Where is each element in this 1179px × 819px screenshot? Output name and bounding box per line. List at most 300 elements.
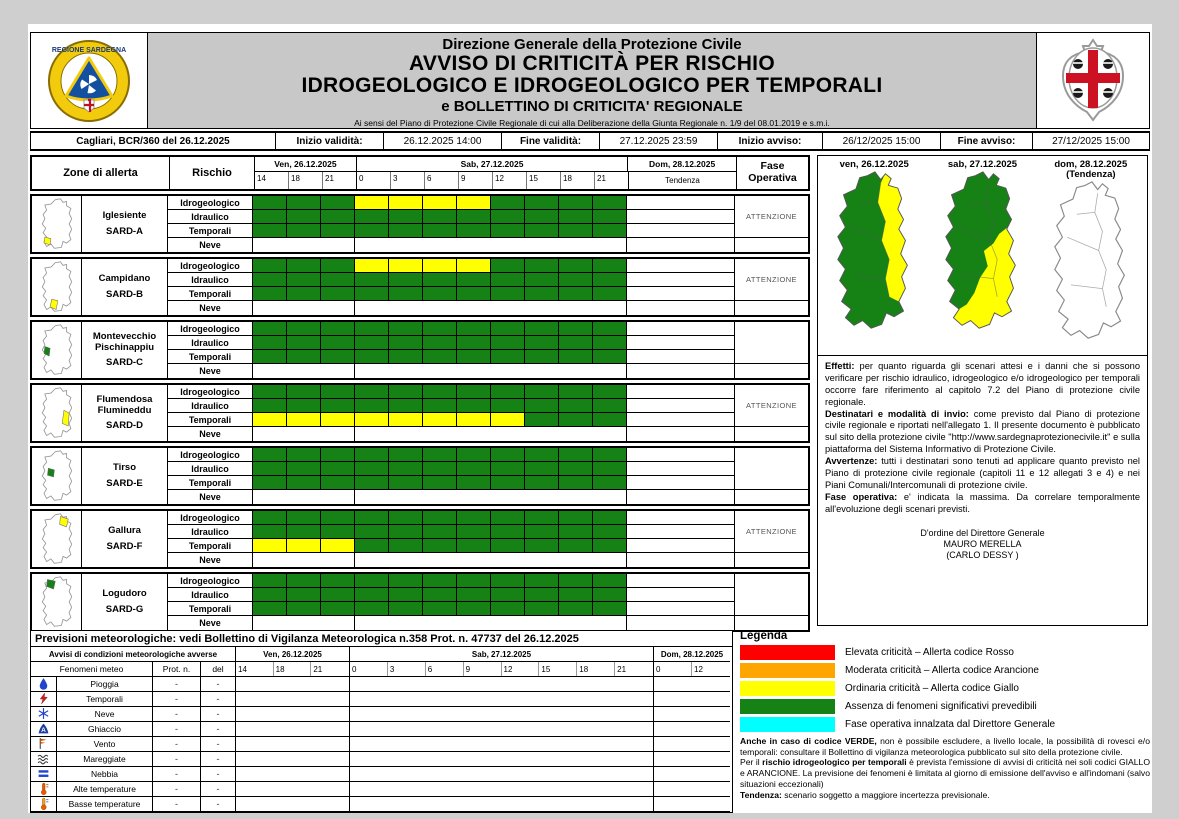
neve-sab-cell [355, 238, 627, 252]
legend-item-label: Ordinaria criticità – Allerta codice Giallo [845, 683, 1019, 694]
meteo-timeline-ven [236, 767, 350, 782]
regional-maps [818, 156, 1147, 356]
risk-hour-cell [457, 287, 491, 301]
del-value: - [201, 737, 236, 752]
legend-item-label: Moderata criticità – Allerta codice Arancione [845, 665, 1039, 676]
map-label-tendenza: (Tendenza) [1066, 168, 1116, 180]
risk-hour-cell [287, 448, 321, 462]
phenomenon-icon-cell [31, 782, 57, 797]
legend-title: Legenda [740, 630, 788, 642]
zone-minimap [32, 511, 82, 567]
risk-hour-cell [559, 322, 593, 336]
tendenza-cell [627, 350, 735, 364]
tendenza-cell [627, 476, 735, 490]
risk-hour-cell [355, 448, 389, 462]
risk-hour-cell [491, 413, 525, 427]
risk-hour-cell [593, 273, 627, 287]
legend-color-swatch [740, 681, 835, 696]
zone-code: SARD-F [106, 540, 143, 552]
sardinia-coat-of-arms [1036, 32, 1150, 129]
inizio-validita-value: 26.12.2025 14:00 [384, 133, 502, 149]
fine-avviso-label: Fine avviso: [941, 133, 1033, 149]
fase-neve-cell [735, 616, 808, 630]
del-value: - [201, 722, 236, 737]
risk-hour-cell [287, 224, 321, 238]
risk-hour-cell [253, 385, 287, 399]
map-label-ven: ven, 26.12.2025 [839, 159, 909, 170]
risk-hour-cell [253, 574, 287, 588]
risk-hour-cell [423, 539, 457, 553]
risk-hour-cell [491, 259, 525, 273]
risk-label-idraulico: Idraulico [168, 273, 253, 287]
risk-hour-cell [457, 525, 491, 539]
risk-hour-cell [287, 413, 321, 427]
phenomenon-label: Alte temperature [57, 782, 153, 797]
meteo-hours-hours_dom [654, 662, 730, 677]
risk-hour-cell [253, 448, 287, 462]
risk-hour-cell [389, 399, 423, 413]
map-ven [820, 160, 928, 355]
legend-item-label: Fase operativa innalzata dal Direttore Generale [845, 719, 1056, 730]
tendenza-cell [627, 210, 735, 224]
sea-storm-icon [37, 752, 50, 767]
hour-label: 18 [577, 662, 615, 676]
risk-hour-cell [525, 525, 559, 539]
risk-hour-cell [287, 462, 321, 476]
risk-hour-cell [321, 602, 355, 616]
zone-code: SARD-C [106, 356, 143, 368]
risk-hour-cell [593, 210, 627, 224]
title-block [148, 32, 1036, 129]
tendenza-cell [627, 462, 735, 476]
risk-hour-cell [389, 602, 423, 616]
svg-text:A: A [41, 726, 46, 734]
risk-hour-cell [321, 273, 355, 287]
risk-hour-cell [491, 322, 525, 336]
prot-value: - [153, 677, 201, 692]
risk-hour-cell [321, 574, 355, 588]
high-temp-icon [37, 782, 50, 797]
risk-hour-cell [389, 350, 423, 364]
neve-ven-cell [253, 490, 355, 504]
phenomenon-label: Neve [57, 707, 153, 722]
risk-label-idraulico: Idraulico [168, 588, 253, 602]
risk-hour-cell [593, 511, 627, 525]
meteo-timeline-ven [236, 782, 350, 797]
hour-label: 12 [502, 662, 540, 676]
risk-hour-cell [457, 399, 491, 413]
risk-hour-cell [525, 210, 559, 224]
map-label-dom: dom, 28.12.2025 [1054, 159, 1128, 170]
zone-minimap [32, 259, 82, 315]
phenomenon-icon-cell [31, 752, 57, 767]
risk-hour-cell [287, 259, 321, 273]
meteo-day-sab: Sab, 27.12.2025 [350, 647, 654, 662]
day-sab-header: Sab, 27.12.2025 [357, 157, 628, 171]
del-value: - [201, 692, 236, 707]
zone-name-cell [82, 385, 168, 441]
phenomenon-icon-cell [31, 737, 57, 752]
legend-notes [740, 736, 1150, 800]
risk-hour-cell [559, 602, 593, 616]
hour-label: 6 [425, 172, 459, 189]
neve-sab-cell [355, 427, 627, 441]
legend-items [740, 645, 1150, 732]
risk-hour-cell [389, 511, 423, 525]
hours-ven [255, 172, 357, 189]
zone-minimap [32, 196, 82, 252]
meteo-group-header: Avvisi di condizioni meteorologiche avverse [31, 647, 236, 662]
risk-hour-cell [559, 539, 593, 553]
phenomenon-icon-cell [31, 797, 57, 812]
risk-hour-cell [525, 511, 559, 525]
meteo-hours-hours_ven [236, 662, 350, 677]
tendenza-cell [627, 259, 735, 273]
risk-hour-cell [389, 385, 423, 399]
risk-hour-cell [423, 476, 457, 490]
risk-label-temporali: Temporali [168, 224, 253, 238]
risk-hour-cell [593, 287, 627, 301]
risk-hour-cell [389, 525, 423, 539]
risk-hour-cell [593, 462, 627, 476]
risk-hour-cell [525, 273, 559, 287]
risk-hour-cell [253, 462, 287, 476]
meteo-timeline-dom [654, 707, 730, 722]
meteo-day-dom: Dom, 28.12.2025 [654, 647, 730, 662]
hour-label: 3 [388, 662, 426, 676]
risk-hour-cell [253, 287, 287, 301]
meteo-timeline-dom [654, 767, 730, 782]
prot-value: - [153, 782, 201, 797]
risk-hour-cell [321, 385, 355, 399]
risk-hour-cell [355, 588, 389, 602]
tendenza-cell [627, 273, 735, 287]
tendenza-cell [627, 602, 735, 616]
risk-hour-cell [525, 588, 559, 602]
risk-hour-cell [593, 399, 627, 413]
validity-bar [30, 131, 1150, 151]
risk-hour-cell [423, 336, 457, 350]
day-ven-header: Ven, 26.12.2025 [255, 157, 357, 171]
sardinia-map-sab-icon [932, 170, 1032, 337]
risk-hour-cell [253, 539, 287, 553]
risk-hour-cell [389, 574, 423, 588]
storm-icon [37, 692, 50, 707]
tendenza-cell [627, 511, 735, 525]
zone-block-sard-f [30, 509, 810, 569]
risk-hour-cell [389, 413, 423, 427]
meteo-timeline-sab [350, 677, 654, 692]
phenomenon-label: Ghiaccio [57, 722, 153, 737]
fase-operativa-value [735, 322, 808, 364]
map-label-sab: sab, 27.12.2025 [947, 159, 1018, 170]
risk-label-neve: Neve [168, 427, 253, 441]
legend-item [740, 663, 1150, 678]
risk-hour-cell [355, 224, 389, 238]
snow-icon [37, 707, 50, 722]
meteo-timeline-sab [350, 692, 654, 707]
risk-label-neve: Neve [168, 364, 253, 378]
document-reference: Cagliari, BCR/360 del 26.12.2025 [31, 133, 276, 149]
risk-hour-cell [253, 588, 287, 602]
hour-label: 21 [313, 664, 323, 674]
risk-label-temporali: Temporali [168, 287, 253, 301]
risk-hour-cell [491, 511, 525, 525]
risk-hour-cell [321, 462, 355, 476]
risk-hour-cell [457, 511, 491, 525]
risk-hour-cell [321, 413, 355, 427]
risk-hour-cell [355, 574, 389, 588]
risk-label-neve: Neve [168, 238, 253, 252]
risk-hour-cell [355, 539, 389, 553]
risk-hour-cell [253, 210, 287, 224]
fase-operativa-value [735, 574, 808, 616]
risk-hour-cell [287, 350, 321, 364]
risk-hour-cell [253, 259, 287, 273]
risk-hour-cell [491, 350, 525, 364]
hour-label: 3 [391, 172, 425, 189]
fase-neve-cell [735, 553, 808, 567]
risk-hour-cell [321, 525, 355, 539]
right-panel-paragraph: Avvertenze: tutti i destinatari sono tenuti ad applicare quanto previsto nel Piano di protezione civile regionale (capitoli 11 e 12 allegati 3 e 4) e nei Piani Comunali/Intercomunali di protezione civile. [825, 456, 1140, 490]
phenomenon-label: Pioggia [57, 677, 153, 692]
zone-minimap [32, 448, 82, 504]
risk-hour-cell [525, 385, 559, 399]
risk-hour-cell [559, 462, 593, 476]
risk-hour-cell [253, 511, 287, 525]
hour-label: 9 [464, 662, 502, 676]
signature-block [818, 528, 1147, 562]
risk-hour-cell [355, 476, 389, 490]
del-value: - [201, 752, 236, 767]
meteo-timeline-dom [654, 722, 730, 737]
risk-hour-cell [457, 350, 491, 364]
risk-hour-cell [491, 462, 525, 476]
zone-minimap [32, 574, 82, 630]
risk-hour-cell [525, 476, 559, 490]
risk-hour-cell [593, 224, 627, 238]
tendenza-cell [627, 616, 735, 630]
risk-hour-cell [287, 588, 321, 602]
tendenza-cell [627, 539, 735, 553]
neve-ven-cell [253, 616, 355, 630]
signature-line-3: (CARLO DESSY ) [946, 550, 1019, 561]
risk-label-temporali: Temporali [168, 350, 253, 364]
map-sab [928, 160, 1036, 355]
alert-table [30, 155, 810, 635]
risk-hour-cell [321, 287, 355, 301]
fase-operativa-value [735, 448, 808, 490]
hour-header-row [255, 172, 736, 189]
risk-hour-cell [321, 336, 355, 350]
hour-label: 21 [617, 664, 627, 674]
risk-hour-cell [355, 602, 389, 616]
risk-hour-cell [389, 336, 423, 350]
tendenza-cell [627, 525, 735, 539]
wind-icon [37, 737, 50, 752]
prot-value: - [153, 737, 201, 752]
risk-label-neve: Neve [168, 616, 253, 630]
risk-hour-cell [253, 413, 287, 427]
risk-hour-cell [491, 539, 525, 553]
legend-item [740, 717, 1150, 732]
col-fase-header: Fase Operativa [748, 160, 797, 184]
risk-hour-cell [355, 413, 389, 427]
fase-neve-cell [735, 301, 808, 315]
prot-value: - [153, 767, 201, 782]
meteo-timeline-ven [236, 677, 350, 692]
meteo-timeline-dom [654, 737, 730, 752]
risk-hour-cell [287, 511, 321, 525]
meteo-title: Previsioni meteorologiche: vedi Bollettino di Vigilanza Meteorologica n.358 Prot. n. 47737 del 26.12.2025 [30, 630, 733, 647]
risk-hour-cell [593, 385, 627, 399]
zone-name-cell [82, 322, 168, 378]
zone-code: SARD-B [106, 288, 143, 300]
low-temp-icon [37, 797, 50, 812]
risk-hour-cell [457, 224, 491, 238]
zone-minimap [32, 322, 82, 378]
risk-hour-cell [525, 287, 559, 301]
signature-line-1: D'ordine del Direttore Generale [920, 527, 1045, 538]
legend-item [740, 645, 1150, 660]
phenomenon-icon-cell [31, 677, 57, 692]
tendenza-cell [627, 413, 735, 427]
fase-operativa-value: ATTENZIONE [735, 385, 808, 427]
risk-hour-cell [423, 196, 457, 210]
risk-hour-cell [389, 539, 423, 553]
hour-label: 0 [350, 662, 388, 676]
risk-hour-cell [355, 273, 389, 287]
risk-hour-cell [321, 539, 355, 553]
legend-item [740, 699, 1150, 714]
meteo-hours-hours_sab [350, 662, 654, 677]
risk-hour-cell [491, 399, 525, 413]
risk-hour-cell [559, 385, 593, 399]
risk-hour-cell [253, 399, 287, 413]
risk-hour-cell [457, 588, 491, 602]
hour-label: 0 [357, 172, 391, 189]
risk-hour-cell [559, 588, 593, 602]
header-title-line1: AVVISO DI CRITICITÀ PER RISCHIO [409, 52, 775, 75]
risk-hour-cell [491, 273, 525, 287]
tendenza-label: Tendenza [665, 176, 700, 186]
risk-hour-cell [355, 385, 389, 399]
risk-hour-cell [423, 287, 457, 301]
risk-hour-cell [457, 273, 491, 287]
phenomenon-label: Nebbia [57, 767, 153, 782]
risk-hour-cell [321, 210, 355, 224]
hour-label: 9 [459, 172, 493, 189]
risk-hour-cell [423, 385, 457, 399]
risk-hour-cell [423, 511, 457, 525]
zone-name-cell [82, 574, 168, 630]
right-panel-paragraph: Destinatari e modalità di invio: come previsto dal Piano di protezione civile regionale e riportati nell'allegato 1. Il presente documento è pubblicato sul sito della protezione civile "http://www.sardegnaprotezionecivile.it" e sulla piattaforma del Sistema Informativo di Protezione Civile. [825, 408, 1140, 455]
risk-hour-cell [287, 336, 321, 350]
zone-name-cell [82, 259, 168, 315]
col-zone-header: Zone di allerta [32, 157, 170, 189]
meteo-col-fenomeni: Fenomeni meteo [31, 662, 153, 677]
neve-ven-cell [253, 427, 355, 441]
fase-operativa-value: ATTENZIONE [735, 259, 808, 301]
meteo-col-prot: Prot. n. [153, 662, 201, 677]
meteo-forecast-table [30, 630, 733, 813]
risk-hour-cell [491, 196, 525, 210]
risk-hour-cell [389, 196, 423, 210]
meteo-timeline-dom [654, 752, 730, 767]
risk-hour-cell [355, 525, 389, 539]
risk-hour-cell [253, 196, 287, 210]
risk-hour-cell [491, 224, 525, 238]
phenomenon-label: Vento [57, 737, 153, 752]
fine-validita-label: Fine validità: [502, 133, 600, 149]
risk-hour-cell [321, 476, 355, 490]
phenomenon-icon-cell [31, 707, 57, 722]
zone-code: SARD-G [105, 603, 144, 615]
risk-label-idraulico: Idraulico [168, 336, 253, 350]
tendenza-cell [627, 553, 735, 567]
risk-hour-cell [423, 413, 457, 427]
hour-label: 18 [274, 662, 312, 676]
risk-hour-cell [559, 287, 593, 301]
risk-hour-cell [559, 399, 593, 413]
zone-block-sard-g [30, 572, 810, 632]
risk-hour-cell [525, 413, 559, 427]
risk-hour-cell [559, 259, 593, 273]
document-page [28, 24, 1152, 813]
prot-value: - [153, 707, 201, 722]
risk-hour-cell [389, 210, 423, 224]
risk-hour-cell [525, 224, 559, 238]
zone-code: SARD-A [106, 225, 143, 237]
risk-hour-cell [525, 539, 559, 553]
zone-code: SARD-E [106, 477, 143, 489]
fase-operativa-value: ATTENZIONE [735, 196, 808, 238]
fase-neve-cell [735, 490, 808, 504]
risk-hour-cell [423, 399, 457, 413]
risk-hour-cell [491, 336, 525, 350]
regione-sardegna-protezione-civile-logo [30, 32, 148, 129]
risk-hour-cell [287, 273, 321, 287]
zone-name-cell [82, 196, 168, 252]
risk-hour-cell [559, 525, 593, 539]
neve-ven-cell [253, 364, 355, 378]
meteo-timeline-sab [350, 767, 654, 782]
risk-hour-cell [287, 287, 321, 301]
hour-label: 15 [527, 172, 561, 189]
inizio-validita-label: Inizio validità: [276, 133, 384, 149]
risk-label-idraulico: Idraulico [168, 210, 253, 224]
risk-hour-cell [457, 602, 491, 616]
risk-hour-cell [559, 336, 593, 350]
legend-item-label: Elevata criticità – Allerta codice Rosso [845, 647, 1014, 658]
risk-hour-cell [491, 602, 525, 616]
risk-hour-cell [355, 399, 389, 413]
zone-minimap [32, 385, 82, 441]
risk-hour-cell [253, 350, 287, 364]
risk-hour-cell [287, 385, 321, 399]
hours-sab [357, 172, 629, 189]
risk-hour-cell [491, 287, 525, 301]
neve-ven-cell [253, 238, 355, 252]
risk-hour-cell [457, 413, 491, 427]
risk-hour-cell [389, 259, 423, 273]
risk-hour-cell [253, 336, 287, 350]
fog-icon [37, 767, 50, 782]
risk-hour-cell [423, 448, 457, 462]
risk-hour-cell [525, 399, 559, 413]
risk-hour-cell [287, 525, 321, 539]
risk-hour-cell [253, 322, 287, 336]
